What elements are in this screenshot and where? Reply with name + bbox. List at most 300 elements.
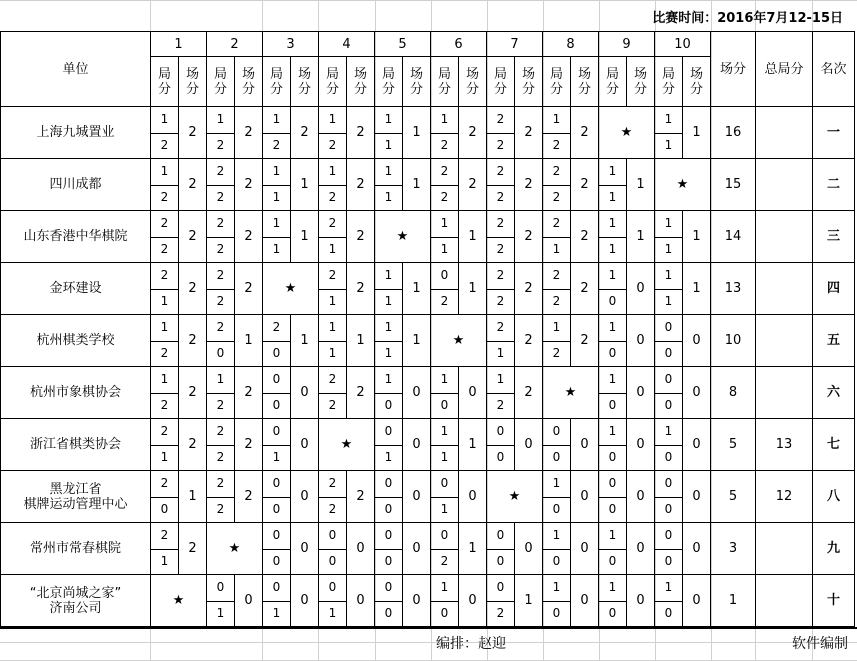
game-score-top: 2	[487, 107, 514, 134]
game-score-top: 2	[151, 419, 178, 446]
team-rank: 一	[813, 107, 855, 159]
game-score-bottom: 0	[608, 397, 617, 412]
sub-label: 分	[521, 81, 535, 97]
header-round-3: 3	[263, 32, 319, 57]
header-game-points-9	[599, 57, 627, 107]
team-name	[1, 367, 151, 419]
game-score-bottom: 0	[608, 449, 617, 464]
team-match-points: 15	[711, 159, 756, 211]
team-match-points: 13	[711, 263, 756, 315]
team-match-points: 1	[711, 575, 756, 627]
game-score-bottom: 2	[328, 189, 337, 204]
game-score-cell	[431, 419, 459, 471]
header-match-points: 场分	[711, 32, 756, 107]
game-score-bottom: 0	[216, 345, 225, 360]
sub-label: 分	[325, 81, 339, 97]
match-score-cell: 0	[403, 523, 431, 575]
self-match-star: ★	[207, 523, 263, 575]
match-score-cell: 2	[179, 263, 207, 315]
match-score-cell: 2	[347, 263, 375, 315]
self-match-star: ★	[599, 107, 655, 159]
game-score-bottom: 1	[272, 449, 281, 464]
match-score-cell: 1	[459, 419, 487, 471]
game-score-bottom: 2	[216, 501, 225, 516]
sub-label: 局	[549, 66, 563, 82]
header-match-points-3	[291, 57, 319, 107]
sub-label: 场	[690, 66, 704, 82]
game-score-cell	[319, 523, 347, 575]
game-score-cell	[319, 315, 347, 367]
game-score-top: 0	[487, 419, 514, 446]
sub-label: 场	[185, 66, 199, 82]
match-score-cell: 2	[347, 107, 375, 159]
team-rank: 九	[813, 523, 855, 575]
team-name-line: 杭州市象棋协会	[29, 385, 121, 400]
match-score-cell: 0	[459, 471, 487, 523]
match-score-cell: 1	[683, 263, 711, 315]
match-score-cell: 0	[347, 575, 375, 627]
sub-label: 局	[157, 66, 171, 82]
game-score-bottom: 1	[328, 293, 337, 308]
game-score-cell	[151, 263, 179, 315]
game-score-top: 1	[319, 107, 346, 134]
game-score-bottom: 1	[664, 137, 673, 152]
game-score-top: 0	[319, 575, 346, 602]
game-score-bottom: 0	[552, 605, 561, 620]
match-score-cell: 0	[683, 471, 711, 523]
team-name	[1, 263, 151, 315]
self-match-star: ★	[319, 419, 375, 471]
match-score-cell: 0	[291, 471, 319, 523]
game-score-cell	[263, 367, 291, 419]
match-score-cell: 0	[627, 471, 655, 523]
sub-label: 分	[213, 81, 227, 97]
game-score-bottom: 1	[384, 449, 393, 464]
game-score-bottom: 2	[160, 189, 169, 204]
match-score-cell: 0	[459, 575, 487, 627]
match-score-cell: 0	[627, 263, 655, 315]
self-match-star: ★	[263, 263, 319, 315]
game-score-cell	[543, 107, 571, 159]
game-score-bottom: 1	[384, 137, 393, 152]
match-score-cell: 2	[515, 263, 543, 315]
match-score-cell: 0	[571, 523, 599, 575]
match-score-cell: 0	[683, 315, 711, 367]
game-score-top: 2	[207, 419, 234, 446]
sub-label: 分	[690, 81, 704, 97]
game-score-top: 1	[599, 523, 626, 550]
game-score-cell	[431, 107, 459, 159]
game-score-bottom: 0	[440, 397, 449, 412]
game-score-top: 2	[263, 315, 290, 342]
game-score-bottom: 0	[664, 345, 673, 360]
match-score-cell: 1	[515, 575, 543, 627]
team-name-line: 杭州棋类学校	[36, 333, 115, 348]
game-score-top: 1	[431, 107, 458, 134]
team-total-game-points	[756, 523, 813, 575]
game-score-cell	[319, 471, 347, 523]
game-score-bottom: 1	[216, 605, 225, 620]
match-score-cell: 1	[459, 211, 487, 263]
game-score-bottom: 2	[440, 553, 449, 568]
game-score-bottom: 0	[272, 345, 281, 360]
game-score-bottom: 1	[328, 241, 337, 256]
game-score-top: 2	[207, 159, 234, 186]
sub-label: 分	[353, 81, 367, 97]
self-match-star: ★	[543, 367, 599, 419]
match-score-cell: 2	[459, 159, 487, 211]
match-score-cell: 0	[459, 367, 487, 419]
game-score-cell	[319, 107, 347, 159]
team-rank: 八	[813, 471, 855, 523]
team-match-points: 16	[711, 107, 756, 159]
team-name-line: 浙江省棋类协会	[29, 437, 121, 452]
game-score-cell	[599, 211, 627, 263]
team-row	[1, 315, 855, 367]
game-score-top: 2	[543, 263, 570, 290]
game-score-top: 1	[151, 107, 178, 134]
match-score-cell: 0	[571, 575, 599, 627]
game-score-top: 1	[655, 107, 682, 134]
game-score-cell	[319, 211, 347, 263]
game-score-bottom: 2	[440, 189, 449, 204]
game-score-top: 0	[487, 575, 514, 602]
game-score-bottom: 0	[552, 501, 561, 516]
header-round-2: 2	[207, 32, 263, 57]
game-score-cell	[431, 159, 459, 211]
match-score-cell: 2	[571, 107, 599, 159]
match-score-cell: 1	[291, 315, 319, 367]
match-score-cell: 2	[235, 263, 263, 315]
game-score-cell	[207, 263, 235, 315]
game-score-bottom: 2	[216, 241, 225, 256]
team-row	[1, 367, 855, 419]
game-score-top: 0	[599, 471, 626, 498]
match-score-cell: 0	[403, 575, 431, 627]
sub-label: 分	[297, 81, 311, 97]
game-score-top: 2	[151, 471, 178, 498]
self-match-star: ★	[487, 471, 543, 523]
game-score-top: 2	[319, 211, 346, 238]
game-score-cell	[655, 575, 683, 627]
game-score-cell	[487, 523, 515, 575]
game-score-bottom: 2	[160, 345, 169, 360]
team-name-line: 黑龙江省	[49, 481, 102, 497]
match-score-cell: 0	[683, 523, 711, 575]
score-table	[0, 31, 855, 627]
game-score-top: 1	[599, 419, 626, 446]
game-score-top: 1	[543, 315, 570, 342]
header-match-points-9	[627, 57, 655, 107]
team-name-line: 山东香港中华棋院	[23, 229, 128, 244]
sub-label: 局	[213, 66, 227, 82]
team-name	[1, 419, 151, 471]
team-total-game-points	[756, 263, 813, 315]
game-score-cell	[543, 471, 571, 523]
game-score-bottom: 0	[440, 605, 449, 620]
sub-label: 场	[521, 66, 535, 82]
game-score-top: 1	[375, 107, 402, 134]
game-score-top: 1	[431, 211, 458, 238]
match-score-cell: 2	[179, 159, 207, 211]
match-score-cell: 0	[291, 523, 319, 575]
match-score-cell: 0	[291, 367, 319, 419]
game-score-top: 1	[319, 159, 346, 186]
team-match-points: 8	[711, 367, 756, 419]
match-score-cell: 2	[235, 471, 263, 523]
sub-label: 分	[269, 81, 283, 97]
team-total-game-points	[756, 107, 813, 159]
match-score-cell: 2	[235, 419, 263, 471]
game-score-top: 2	[487, 211, 514, 238]
sub-label: 场	[577, 66, 591, 82]
team-rank: 三	[813, 211, 855, 263]
team-row	[1, 263, 855, 315]
game-score-top: 1	[655, 419, 682, 446]
sub-label: 局	[661, 66, 675, 82]
team-match-points: 5	[711, 419, 756, 471]
game-score-top: 0	[655, 523, 682, 550]
game-score-top: 1	[543, 471, 570, 498]
game-score-cell	[599, 315, 627, 367]
match-score-cell: 1	[235, 315, 263, 367]
match-score-cell: 0	[683, 575, 711, 627]
sub-label: 分	[409, 81, 423, 97]
sub-label: 分	[437, 81, 451, 97]
game-score-bottom: 0	[608, 501, 617, 516]
sub-label: 分	[157, 81, 171, 97]
team-name-line: 上海九城置业	[36, 125, 115, 140]
game-score-cell	[655, 211, 683, 263]
game-score-top: 2	[207, 263, 234, 290]
sub-label: 局	[605, 66, 619, 82]
match-score-cell: 2	[179, 419, 207, 471]
header-game-points-8	[543, 57, 571, 107]
sub-label: 局	[493, 66, 507, 82]
match-score-cell: 0	[627, 575, 655, 627]
game-score-bottom: 0	[608, 345, 617, 360]
team-name	[1, 523, 151, 575]
game-score-top: 1	[543, 107, 570, 134]
game-score-bottom: 0	[496, 449, 505, 464]
team-row	[1, 107, 855, 159]
game-score-cell	[207, 419, 235, 471]
match-score-cell: 2	[235, 367, 263, 419]
game-score-bottom: 2	[496, 293, 505, 308]
game-score-cell	[487, 575, 515, 627]
header-game-points-4	[319, 57, 347, 107]
game-score-top: 1	[599, 315, 626, 342]
game-score-top: 1	[487, 367, 514, 394]
team-total-game-points	[756, 211, 813, 263]
game-score-cell	[207, 159, 235, 211]
team-name-line: “北京尚城之家”	[29, 585, 122, 601]
header-match-points-8	[571, 57, 599, 107]
match-score-cell: 1	[403, 159, 431, 211]
game-score-cell	[263, 419, 291, 471]
team-rank: 五	[813, 315, 855, 367]
game-score-cell	[487, 419, 515, 471]
game-score-top: 2	[319, 471, 346, 498]
match-score-cell: 2	[571, 315, 599, 367]
sub-label: 分	[577, 81, 591, 97]
game-score-cell	[319, 575, 347, 627]
game-score-bottom: 1	[440, 241, 449, 256]
game-score-top: 1	[543, 575, 570, 602]
game-score-top: 2	[151, 523, 178, 550]
match-score-cell: 2	[515, 107, 543, 159]
sub-label: 分	[465, 81, 479, 97]
game-score-bottom: 1	[440, 449, 449, 464]
game-score-cell	[263, 315, 291, 367]
team-match-points: 10	[711, 315, 756, 367]
game-score-top: 2	[431, 159, 458, 186]
match-score-cell: 0	[403, 419, 431, 471]
game-score-top: 0	[655, 471, 682, 498]
game-score-bottom: 1	[272, 189, 281, 204]
game-score-cell	[599, 419, 627, 471]
game-score-bottom: 1	[552, 241, 561, 256]
game-score-top: 1	[207, 107, 234, 134]
game-score-bottom: 2	[216, 293, 225, 308]
header-match-points-10	[683, 57, 711, 107]
team-total-game-points: 13	[756, 419, 813, 471]
header-match-points-4	[347, 57, 375, 107]
game-score-bottom: 1	[384, 345, 393, 360]
game-score-top: 2	[319, 263, 346, 290]
game-score-cell	[375, 471, 403, 523]
game-score-bottom: 2	[440, 293, 449, 308]
match-score-cell: 2	[347, 159, 375, 211]
match-score-cell: 1	[459, 523, 487, 575]
game-score-top: 2	[207, 315, 234, 342]
team-name-line: 棋牌运动管理中心	[23, 496, 128, 512]
game-score-top: 2	[543, 211, 570, 238]
game-score-cell	[655, 471, 683, 523]
team-match-points: 5	[711, 471, 756, 523]
game-score-bottom: 2	[160, 137, 169, 152]
match-score-cell: 2	[179, 315, 207, 367]
game-score-bottom: 2	[440, 137, 449, 152]
match-score-cell: 2	[459, 107, 487, 159]
game-score-bottom: 0	[384, 605, 393, 620]
game-score-top: 0	[655, 315, 682, 342]
game-score-cell	[599, 471, 627, 523]
sub-label: 分	[241, 81, 255, 97]
match-score-cell: 0	[403, 471, 431, 523]
game-score-top: 2	[151, 211, 178, 238]
match-score-cell: 1	[403, 315, 431, 367]
team-rank: 六	[813, 367, 855, 419]
game-score-top: 0	[375, 575, 402, 602]
team-total-game-points	[756, 159, 813, 211]
game-score-top: 0	[263, 419, 290, 446]
sub-label: 场	[409, 66, 423, 82]
game-score-top: 1	[263, 107, 290, 134]
game-score-top: 0	[263, 523, 290, 550]
game-score-top: 0	[431, 471, 458, 498]
game-score-cell	[655, 315, 683, 367]
match-score-cell: 0	[403, 367, 431, 419]
game-score-top: 1	[599, 575, 626, 602]
game-score-cell	[431, 523, 459, 575]
game-score-cell	[263, 471, 291, 523]
team-row	[1, 211, 855, 263]
match-score-cell: 1	[291, 159, 319, 211]
self-match-star: ★	[375, 211, 431, 263]
header-game-points-1	[151, 57, 179, 107]
game-score-cell	[599, 159, 627, 211]
game-score-cell	[207, 315, 235, 367]
game-score-bottom: 2	[552, 137, 561, 152]
match-score-cell: 2	[235, 211, 263, 263]
game-score-cell	[319, 367, 347, 419]
header-unit: 单位	[1, 32, 151, 107]
game-score-bottom: 1	[496, 345, 505, 360]
header-game-points-5	[375, 57, 403, 107]
game-score-cell	[487, 211, 515, 263]
game-score-top: 1	[151, 159, 178, 186]
sub-label: 局	[437, 66, 451, 82]
team-name	[1, 315, 151, 367]
game-score-cell	[319, 263, 347, 315]
game-score-cell	[599, 367, 627, 419]
team-rank: 七	[813, 419, 855, 471]
game-score-bottom: 1	[160, 449, 169, 464]
sub-label: 场	[353, 66, 367, 82]
match-score-cell: 1	[403, 107, 431, 159]
game-score-bottom: 0	[496, 553, 505, 568]
game-score-bottom: 0	[664, 501, 673, 516]
sub-label: 分	[493, 81, 507, 97]
header-row-rounds	[1, 32, 855, 57]
game-score-top: 1	[319, 315, 346, 342]
game-score-top: 2	[543, 159, 570, 186]
game-score-bottom: 1	[328, 345, 337, 360]
match-score-cell: 1	[291, 211, 319, 263]
game-score-cell	[431, 471, 459, 523]
game-score-top: 1	[599, 367, 626, 394]
header-round-4: 4	[319, 32, 375, 57]
game-score-bottom: 2	[328, 137, 337, 152]
match-score-cell: 2	[515, 159, 543, 211]
game-score-top: 1	[655, 575, 682, 602]
match-date: 比赛时间：2016年7月12-15日	[652, 11, 843, 26]
sub-label: 局	[381, 66, 395, 82]
game-score-bottom: 0	[272, 397, 281, 412]
match-score-cell: 2	[291, 107, 319, 159]
team-name-line: 四川成都	[49, 177, 102, 192]
match-score-cell: 2	[515, 315, 543, 367]
match-score-cell: 2	[179, 367, 207, 419]
team-name-line: 金环建设	[49, 281, 102, 296]
team-row	[1, 471, 855, 523]
sub-label: 场	[465, 66, 479, 82]
game-score-cell	[207, 107, 235, 159]
game-score-cell	[431, 367, 459, 419]
sub-label: 分	[661, 81, 675, 97]
match-score-cell: 0	[571, 471, 599, 523]
game-score-top: 0	[487, 523, 514, 550]
match-score-cell: 2	[235, 107, 263, 159]
match-score-cell: 2	[571, 211, 599, 263]
game-score-cell	[543, 315, 571, 367]
sub-label: 分	[381, 81, 395, 97]
game-score-bottom: 2	[216, 449, 225, 464]
game-score-bottom: 0	[384, 553, 393, 568]
match-score-cell: 2	[515, 211, 543, 263]
game-score-bottom: 0	[608, 605, 617, 620]
